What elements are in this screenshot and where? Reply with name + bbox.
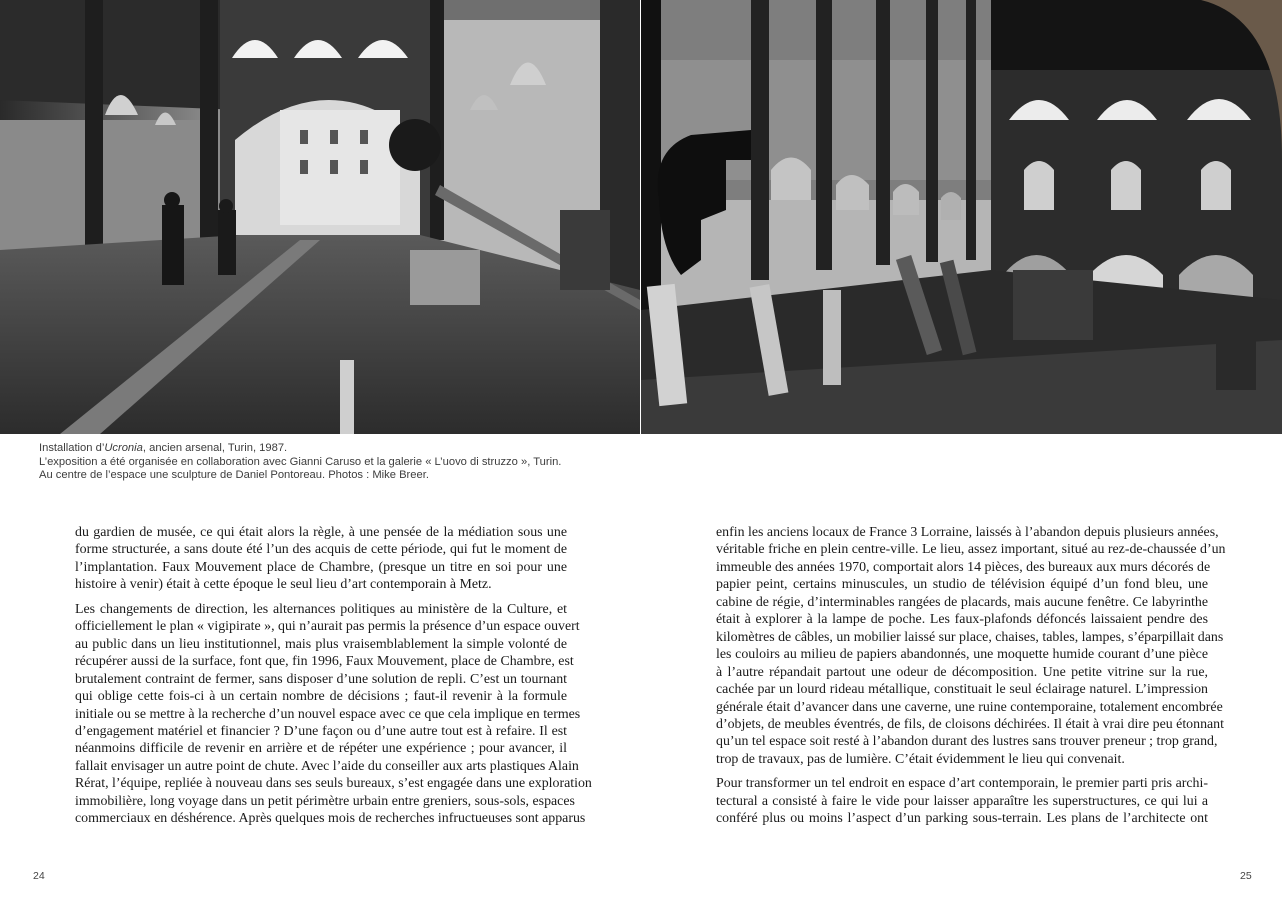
text-line: d’engagement matériel et financier ? D’une façon ou d’une autre tout est à refaire. Il est	[75, 723, 567, 739]
caption-line-3: Au centre de l’espace une sculpture de Daniel Pontoreau. Photos : Mike Breer.	[39, 469, 429, 482]
text-line: histoire à venir) était à cette époque le seul lieu d’art contemporain à Metz.	[75, 577, 492, 593]
page-number-left: 24	[33, 870, 45, 882]
text-line: qu’un tel espace soit resté à l’abandon durant des lustres sans trouver preneur ; trop grand,	[716, 734, 1218, 750]
text-line: trop de travaux, pas de lumière. C’était évidemment le lieu qui convenait.	[716, 751, 1125, 767]
arsenal-arches-photo	[641, 0, 1282, 434]
left-text-column	[75, 524, 592, 835]
text-line: néanmoins difficile de revenir en arrière et de répéter une expérience ; pour avancer, il	[75, 741, 567, 757]
text-line: commerciaux en déshérence. Après quelques mois de recherches infructueuses sont apparus	[75, 811, 586, 827]
text-line: Pour transformer un tel endroit en espace d’art contemporain, le premier parti pris archi-	[716, 776, 1208, 792]
text-line: à l’autre répandait partout une odeur de décomposition. Une petite vitrine sur la rue,	[716, 664, 1208, 680]
text-line: Rérat, l’équipe, repliée à nouveau dans ses seuls bureaux, s’est engagée dans une exploration	[75, 776, 592, 792]
photo-arsenal-hall-right	[641, 0, 1282, 434]
text-line: fallait envisager un autre point de chute. Avec l’aide du conseiller aux arts plastiques Alain	[75, 758, 579, 774]
left-paragraph-1	[75, 524, 567, 594]
text-line: immeuble des années 1970, comportait alors 14 pièces, des bureaux aux murs décorés de	[716, 559, 1211, 575]
caption-line-2: L’exposition a été organisée en collaboration avec Gianni Caruso et la galerie « L’uovo di struzzo », Turin.	[39, 455, 562, 468]
text-line: générale était d’avancer dans une caverne, une ruine contemporaine, totalement encombrée	[716, 699, 1223, 715]
text-line: était à explorer à la lampe de poche. Les faux-plafonds défoncés laissaient pendre des	[716, 612, 1208, 628]
text-line: papier peint, certains minuscules, un studio de télévision équipé d’un fond bleu, une	[716, 577, 1208, 593]
text-line: les couloirs au milieu de papiers abandonnés, une moquette humide courant d’une pièce	[716, 647, 1208, 663]
right-paragraph-2	[716, 775, 1208, 827]
text-line: enfin les anciens locaux de France 3 Lorraine, laissés à l’abandon depuis plusieurs années,	[716, 525, 1219, 540]
text-line: d’objets, de meubles éventrés, de fils, de cloisons déchirées. Il était à vrai dire peu étonnant	[716, 716, 1224, 732]
text-line: véritable friche en plein centre-ville. Le lieu, assez important, situé au rez-de-chaussée d’un	[716, 542, 1226, 558]
text-line: initiale ou se mettre à la recherche d’un nouvel espace avec ce que cela implique en termes	[75, 706, 581, 722]
right-paragraph-1	[716, 524, 1226, 768]
right-text-column	[716, 524, 1226, 835]
text-line: Les changements de direction, les alternances politiques au ministère de la Culture, et	[75, 601, 567, 617]
text-line: au public dans un lieu institutionnel, mais plus vraisemblablement la simple volonté de	[75, 636, 567, 652]
text-line: tectural a consisté à faire le vide pour laisser apparaître les superstructures, ce qui lui a	[716, 793, 1208, 809]
caption-line-1: Installation d’Ucronia, ancien arsenal, Turin, 1987.	[39, 442, 288, 454]
left-paragraph-2	[75, 601, 592, 828]
text-line: immobilière, long voyage dans un petit périmètre urbain entre greniers, sous-sols, espaces	[75, 793, 575, 809]
text-line: brutalement contraint de fermer, sans disposer d’une solution de repli. C’est un tournant	[75, 671, 567, 687]
text-line: officiellement le plan « vigipirate », qui n’aurait pas permis la présence d’un espace ouvert	[75, 619, 580, 635]
text-line: conféré plus ou moins l’aspect d’un parking sous-terrain. Les plans de l’architecte ont	[716, 811, 1208, 827]
text-line: forme structurée, a sans doute été l’un des acquis de cette période, qui fut le moment de	[75, 542, 567, 558]
text-line: cachée par un lourd rideau métallique, constituait le seul éclairage naturel. L’impression	[716, 682, 1208, 698]
photo-caption	[39, 442, 639, 483]
arsenal-interior-photo	[0, 0, 640, 434]
text-line: du gardien de musée, ce qui était alors la règle, à une pensée de la médiation sous une	[75, 525, 567, 540]
text-line: récupérer aussi de la surface, font que, fin 1996, Faux Mouvement, place de Chambre, est	[75, 654, 574, 670]
page-number-right: 25	[1240, 870, 1252, 882]
text-line: kilomètres de câbles, un mobilier laissé sur place, chaises, tables, lampes, s’éparpillait dans	[716, 629, 1224, 645]
text-line: qui oblige cette fois-ci à un certain nombre de décisions ; faut-il revenir à la formule	[75, 689, 567, 705]
text-line: l’implantation. Faux Mouvement place de Chambre, (presque un titre en soi pour une	[75, 559, 567, 575]
text-line: cabine de régie, d’interminables rangées de placards, mais aucune fenêtre. Ce labyrinthe	[716, 594, 1208, 610]
photo-arsenal-hall-left	[0, 0, 640, 434]
caption-work-title: Ucronia	[104, 442, 143, 454]
